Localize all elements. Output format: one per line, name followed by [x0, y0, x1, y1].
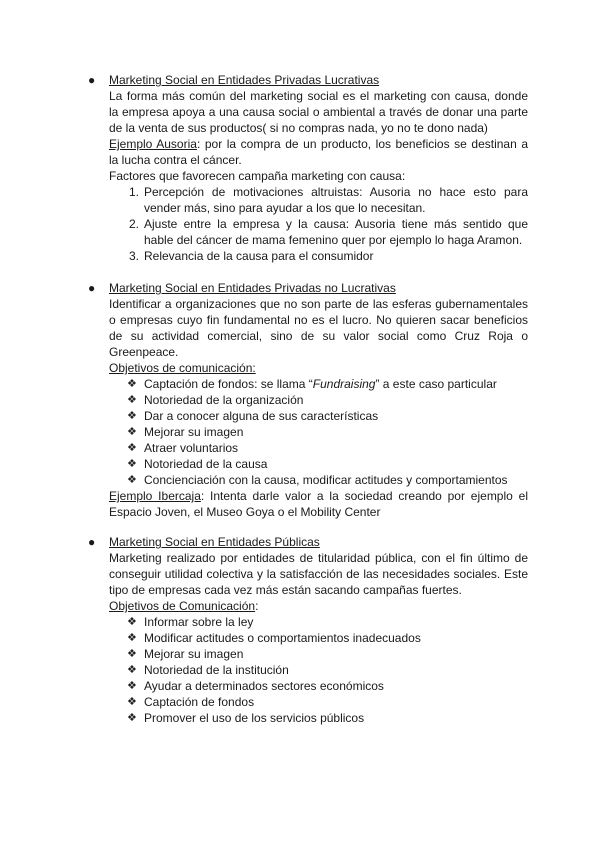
- list-item-text: Promover el uso de los servicios públicos: [144, 711, 365, 725]
- list-item-text: Notoriedad de la institución: [144, 663, 289, 677]
- objectives-list: [86, 614, 528, 726]
- diamond-bullet-icon: ❖: [127, 712, 137, 724]
- objectives-list: [86, 376, 528, 488]
- list-number: 2.: [129, 217, 140, 231]
- list-item: [86, 630, 528, 646]
- example-label: Ejemplo Ibercaja: [109, 489, 201, 503]
- list-item: [86, 710, 528, 726]
- bullet-icon: ●: [88, 281, 96, 295]
- list-item-text: Notoriedad de la organización: [144, 393, 304, 407]
- list-number: 1.: [129, 185, 140, 199]
- section-heading: [86, 72, 528, 88]
- section-body: [86, 550, 528, 614]
- example-line: la lucha contra el cáncer.: [109, 153, 242, 167]
- list-item-emphasis: Fundraising: [312, 377, 376, 391]
- list-item-text: Captación de fondos: [144, 695, 255, 709]
- objectives-label: Objetivos de comunicación:: [109, 361, 256, 375]
- section-entidades-publicas: [86, 534, 528, 726]
- list-item-text: Notoriedad de la causa: [144, 457, 268, 471]
- bullet-icon: ●: [88, 73, 96, 87]
- objectives-colon: :: [255, 599, 259, 613]
- list-item-text: Modificar actitudes o comportamientos inadecuados: [144, 631, 421, 645]
- list-item: [86, 408, 528, 424]
- objectives-label: Objetivos de Comunicación: [109, 599, 256, 613]
- diamond-bullet-icon: ❖: [127, 632, 137, 644]
- list-item: [86, 662, 528, 678]
- diamond-bullet-icon: ❖: [127, 680, 137, 692]
- diamond-bullet-icon: ❖: [127, 648, 137, 660]
- list-item-text: Concienciación con la causa, modificar actitudes y comportamientos: [144, 473, 508, 487]
- bullet-icon: ●: [88, 535, 96, 549]
- list-item: [86, 376, 528, 392]
- paragraph-line: de su actividad comercial, sino de su valor social como Cruz Roja o: [109, 329, 528, 343]
- list-item-text: Informar sobre la ley: [144, 615, 254, 629]
- heading-text: Marketing Social en Entidades Públicas: [109, 535, 320, 549]
- list-item: [86, 184, 528, 216]
- list-item: [86, 456, 528, 472]
- example-text: : Intenta darle valor a la sociedad creando por ejemplo el: [200, 489, 528, 503]
- diamond-bullet-icon: ❖: [127, 696, 137, 708]
- list-item: [86, 678, 528, 694]
- list-item: [86, 424, 528, 440]
- paragraph-line: Identificar a organizaciones que no son parte de las esferas gubernamentales: [109, 297, 528, 311]
- heading-text: Marketing Social en Entidades Privadas Lucrativas: [109, 73, 380, 87]
- list-item: [86, 646, 528, 662]
- list-item-text: Ayudar a determinados sectores económicos: [144, 679, 384, 693]
- diamond-bullet-icon: ❖: [127, 378, 137, 390]
- list-item: [86, 392, 528, 408]
- paragraph-line: o empresas cuyo fin fundamental no es el lucro. No quieren sacar beneficios: [109, 313, 528, 327]
- paragraph-line: Greenpeace.: [109, 345, 179, 359]
- list-item-text: vender más, sino para ayudar a los que lo necesitan.: [144, 201, 426, 215]
- objectives-label-line: [109, 598, 528, 614]
- list-item: [86, 248, 528, 264]
- paragraph-line: de la venta de sus productos( si no compras nada, yo no te dono nada): [109, 121, 488, 135]
- list-item: [86, 694, 528, 710]
- diamond-bullet-icon: ❖: [127, 664, 137, 676]
- list-item-text: Percepción de motivaciones altruistas: Ausoria no hace esto para: [144, 185, 528, 199]
- section-body: [86, 488, 528, 520]
- list-item: [86, 216, 528, 248]
- list-item-text: Ajuste entre la empresa y la causa: Ausoria tiene más sentido que: [144, 217, 528, 231]
- list-item: [86, 440, 528, 456]
- list-item-text: Relevancia de la causa para el consumidor: [144, 249, 374, 263]
- paragraph-line: la empresa apoya a una causa social o ambiental a través de donar una parte: [109, 105, 528, 119]
- diamond-bullet-icon: ❖: [127, 410, 137, 422]
- example-line: [109, 136, 528, 152]
- list-item-text: Atraer voluntarios: [144, 441, 239, 455]
- diamond-bullet-icon: ❖: [127, 474, 137, 486]
- example-line: [109, 488, 528, 504]
- section-body: [86, 88, 528, 184]
- list-item-text: ” a este caso particular: [375, 377, 497, 391]
- section-privadas-no-lucrativas: [86, 280, 528, 520]
- list-number: 3.: [129, 249, 140, 263]
- paragraph-line: Marketing realizado por entidades de titularidad pública, con el fin último de: [109, 551, 528, 565]
- factors-intro: Factores que favorecen campaña marketing con causa:: [109, 169, 406, 183]
- section-heading: [86, 534, 528, 550]
- factors-list: [86, 184, 528, 264]
- example-label: Ejemplo Ausoria: [109, 137, 197, 151]
- diamond-bullet-icon: ❖: [127, 442, 137, 454]
- list-item-text: Captación de fondos: se llama “: [144, 377, 313, 391]
- list-item-text: hable del cáncer de mama femenino quer por ejemplo lo haga Aramon.: [144, 233, 523, 247]
- example-text: : por la compra de un producto, los beneficios se destinan a: [196, 137, 528, 151]
- diamond-bullet-icon: ❖: [127, 394, 137, 406]
- section-privadas-lucrativas: [86, 72, 528, 264]
- section-body: [86, 296, 528, 376]
- paragraph-line: tipo de empresas cada vez más están sacando campañas fuertes.: [109, 583, 462, 597]
- paragraph-line: La forma más común del marketing social es el marketing con causa, donde: [109, 89, 528, 103]
- diamond-bullet-icon: ❖: [127, 426, 137, 438]
- paragraph-line: conseguir utilidad colectiva y la satisfacción de las necesidades sociales. Este: [109, 567, 528, 581]
- heading-text: Marketing Social en Entidades Privadas no Lucrativas: [109, 281, 396, 295]
- example-line: Espacio Joven, el Museo Goya o el Mobility Center: [109, 505, 381, 519]
- section-heading: [86, 280, 528, 296]
- list-item-text: Mejorar su imagen: [144, 425, 244, 439]
- diamond-bullet-icon: ❖: [127, 458, 137, 470]
- list-item-text: Mejorar su imagen: [144, 647, 244, 661]
- list-item: [86, 472, 528, 488]
- list-item: [86, 614, 528, 630]
- list-item-text: Dar a conocer alguna de sus características: [144, 409, 379, 423]
- diamond-bullet-icon: ❖: [127, 616, 137, 628]
